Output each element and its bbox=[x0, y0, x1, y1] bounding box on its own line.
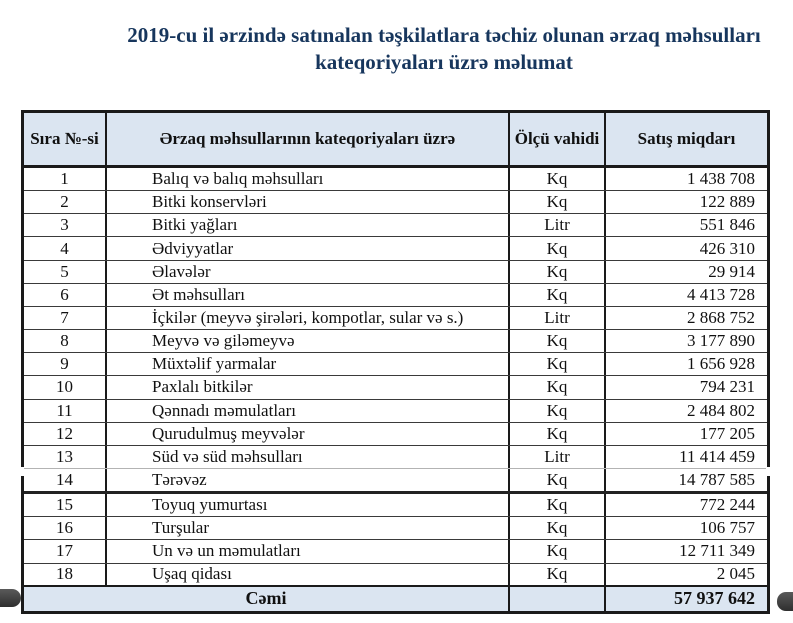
row-category-cell: Müxtəlif yarmalar bbox=[107, 353, 510, 375]
row-qty-cell: 1 656 928 bbox=[687, 354, 755, 374]
page-title bbox=[90, 22, 793, 76]
row-unit-cell: Kq bbox=[510, 330, 606, 352]
page-edge-bar-right bbox=[777, 592, 793, 611]
row-unit-cell: Litr bbox=[510, 214, 606, 236]
row-number-cell: 5 bbox=[24, 261, 107, 283]
row-category-cell: Paxlalı bitkilər bbox=[107, 376, 510, 398]
row-unit-cell: Kq bbox=[510, 376, 606, 398]
row-number-cell: 17 bbox=[24, 540, 107, 562]
header-cell-qty: Satış miqdarı bbox=[637, 128, 736, 148]
row-qty-cell: 3 177 890 bbox=[687, 331, 755, 351]
row-category-cell: Balıq və balıq məhsulları bbox=[107, 168, 510, 190]
row-unit-cell: Kq bbox=[510, 494, 606, 516]
table-row bbox=[24, 261, 767, 284]
row-category-cell: Süd və süd məhsulları bbox=[107, 446, 510, 468]
table-row bbox=[24, 214, 767, 237]
row-category-cell: Bitki yağları bbox=[107, 214, 510, 236]
header-cell-number: Sıra №-si bbox=[24, 113, 107, 165]
table-row bbox=[24, 517, 767, 540]
row-category-cell: Qənnadı məmulatları bbox=[107, 400, 510, 422]
row-qty-cell: 772 244 bbox=[699, 495, 755, 515]
row-number-cell: 15 bbox=[24, 494, 107, 516]
table-row bbox=[24, 494, 767, 517]
table-row bbox=[24, 446, 767, 469]
row-qty-cell: 2 484 802 bbox=[687, 400, 755, 420]
row-category-cell: Əlavələr bbox=[107, 261, 510, 283]
row-qty-cell: 14 787 585 bbox=[678, 470, 755, 490]
row-number-cell: 14 bbox=[24, 469, 107, 491]
row-number-cell: 16 bbox=[24, 517, 107, 539]
row-qty-cell: 2 868 752 bbox=[687, 308, 755, 328]
table-row bbox=[24, 168, 767, 191]
row-qty-cell: 177 205 bbox=[699, 423, 755, 443]
row-unit-cell: Litr bbox=[510, 446, 606, 468]
table-row bbox=[24, 564, 767, 587]
row-unit-cell: Kq bbox=[510, 237, 606, 259]
row-qty-cell: 794 231 bbox=[699, 377, 755, 397]
header-cell-unit: Ölçü vahidi bbox=[510, 113, 606, 165]
row-number-cell: 13 bbox=[24, 446, 107, 468]
row-number-cell: 3 bbox=[24, 214, 107, 236]
total-unit-cell bbox=[510, 587, 606, 611]
row-qty-cell: 2 045 bbox=[716, 564, 755, 584]
row-unit-cell: Kq bbox=[510, 261, 606, 283]
row-category-cell: Un və un məmulatları bbox=[107, 540, 510, 562]
table-row bbox=[24, 423, 767, 446]
table-body bbox=[24, 168, 767, 587]
table-row bbox=[24, 307, 767, 330]
row-category-cell: Meyvə və giləmeyvə bbox=[107, 330, 510, 352]
header-cell-category: Ərzaq məhsullarının kateqoriyaları üzrə bbox=[107, 113, 510, 165]
row-number-cell: 4 bbox=[24, 237, 107, 259]
page-title-line1: 2019-cu il ərzində satınalan təşkilatlara təchiz olunan ərzaq məhsulları bbox=[127, 23, 761, 47]
row-category-cell: Toyuq yumurtası bbox=[107, 494, 510, 516]
row-unit-cell: Kq bbox=[510, 469, 606, 491]
page-edge-bar-left bbox=[0, 589, 21, 607]
row-number-cell: 8 bbox=[24, 330, 107, 352]
row-number-cell: 11 bbox=[24, 400, 107, 422]
row-category-cell: Tərəvəz bbox=[107, 469, 510, 491]
row-unit-cell: Kq bbox=[510, 284, 606, 306]
row-unit-cell: Kq bbox=[510, 517, 606, 539]
row-qty-cell: 4 413 728 bbox=[687, 284, 755, 304]
row-unit-cell: Kq bbox=[510, 423, 606, 445]
row-category-cell: İçkilər (meyvə şirələri, kompotlar, sular və s.) bbox=[107, 307, 510, 329]
table-row bbox=[24, 237, 767, 260]
table-row bbox=[24, 400, 767, 423]
table-row bbox=[24, 353, 767, 376]
row-qty-cell: 12 711 349 bbox=[679, 541, 755, 561]
page-break-notch-right bbox=[766, 467, 771, 476]
row-qty-cell: 29 914 bbox=[708, 261, 755, 281]
table-header-row bbox=[24, 113, 767, 168]
table-row bbox=[24, 469, 767, 494]
row-qty-cell: 122 889 bbox=[699, 192, 755, 212]
row-category-cell: Uşaq qidası bbox=[107, 564, 510, 585]
row-unit-cell: Kq bbox=[510, 564, 606, 585]
row-unit-cell: Kq bbox=[510, 400, 606, 422]
row-category-cell: Ət məhsulları bbox=[107, 284, 510, 306]
row-category-cell: Ədviyyatlar bbox=[107, 237, 510, 259]
row-number-cell: 18 bbox=[24, 564, 107, 585]
total-label-cell: Cəmi bbox=[24, 587, 510, 611]
row-unit-cell: Kq bbox=[510, 353, 606, 375]
row-number-cell: 7 bbox=[24, 307, 107, 329]
page-break-notch-left bbox=[19, 467, 24, 476]
row-number-cell: 10 bbox=[24, 376, 107, 398]
row-category-cell: Bitki konservləri bbox=[107, 191, 510, 213]
row-number-cell: 9 bbox=[24, 353, 107, 375]
row-unit-cell: Kq bbox=[510, 540, 606, 562]
row-unit-cell: Kq bbox=[510, 168, 606, 190]
row-category-cell: Turşular bbox=[107, 517, 510, 539]
row-number-cell: 6 bbox=[24, 284, 107, 306]
row-qty-cell: 11 414 459 bbox=[679, 446, 755, 466]
row-number-cell: 12 bbox=[24, 423, 107, 445]
row-category-cell: Qurudulmuş meyvələr bbox=[107, 423, 510, 445]
table-row bbox=[24, 191, 767, 214]
total-row bbox=[24, 587, 767, 611]
table-row bbox=[24, 330, 767, 353]
row-number-cell: 1 bbox=[24, 168, 107, 190]
table-row bbox=[24, 540, 767, 563]
row-unit-cell: Kq bbox=[510, 191, 606, 213]
row-qty-cell: 1 438 708 bbox=[687, 169, 755, 189]
row-qty-cell: 426 310 bbox=[699, 238, 755, 258]
table-row bbox=[24, 376, 767, 399]
total-qty-cell: 57 937 642 bbox=[674, 588, 755, 609]
row-qty-cell: 551 846 bbox=[699, 215, 755, 235]
page-title-line2: kateqoriyaları üzrə məlumat bbox=[315, 50, 573, 74]
food-categories-table bbox=[21, 110, 770, 614]
row-qty-cell: 106 757 bbox=[699, 518, 755, 538]
table-row bbox=[24, 284, 767, 307]
row-number-cell: 2 bbox=[24, 191, 107, 213]
row-unit-cell: Litr bbox=[510, 307, 606, 329]
